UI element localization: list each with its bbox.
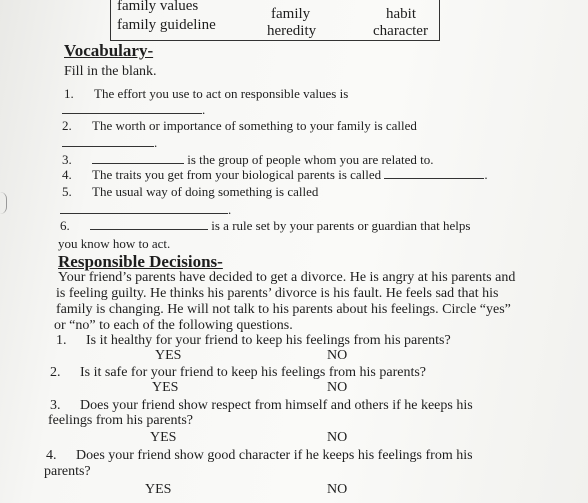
question-4 [46, 448, 473, 464]
q3-yes-option[interactable]: YES [150, 430, 177, 445]
vocab-item-4: 4. The traits you get from your biological parents is called . [62, 167, 488, 182]
question-2 [50, 365, 426, 381]
vocab-item-text: is the group of people whom you are related to. [187, 152, 434, 167]
question-text: Does your friend show respect from himself and others if he keeps his [80, 398, 473, 413]
answer-blank[interactable] [60, 202, 228, 214]
question-text: Does your friend show good character if he keeps his feelings from his [76, 448, 473, 463]
vocab-item-2-blank-line: . [62, 135, 157, 151]
vocab-item-5 [62, 184, 318, 200]
q1-no-option[interactable]: NO [327, 348, 348, 363]
question-number: 4. [46, 448, 57, 463]
question-1 [56, 333, 451, 349]
decisions-heading: Responsible Decisions- [58, 252, 223, 271]
vocabulary-heading: Vocabulary- [64, 41, 154, 60]
vocab-item-2 [62, 118, 417, 134]
question-text: Is it safe for your friend to keep his feelings from his parents? [80, 365, 427, 380]
page-edge-mark [0, 192, 7, 214]
vocab-item-6-continued: you know how to act. [58, 236, 171, 251]
q2-yes-option[interactable]: YES [152, 380, 179, 395]
vocab-item-number: 2. [62, 118, 72, 133]
answer-blank[interactable] [62, 135, 154, 147]
scenario-line-2: is feeling guilty. He thinks his parents’ divorce is his fault. He feels sad that his [56, 286, 499, 301]
word-habit: habit [386, 6, 416, 22]
scenario-line-3: family is changing. He will not talk to his parents about his feelings. Circle “yes” [56, 302, 511, 317]
q4-no-option[interactable]: NO [327, 482, 348, 497]
word-character: character [373, 23, 428, 39]
word-bank [110, 0, 440, 41]
question-3 [50, 398, 473, 414]
answer-blank[interactable] [92, 152, 184, 164]
q3-no-option[interactable]: NO [327, 430, 348, 445]
vocab-item-number: 1. [64, 86, 74, 101]
vocab-item-1 [64, 86, 348, 102]
vocab-item-text: is a rule set by your parents or guardian that helps [211, 218, 471, 233]
vocab-item-number: 3. [62, 152, 72, 167]
answer-blank[interactable] [90, 218, 208, 230]
question-text: Is it healthy for your friend to keep his feelings from his parents? [86, 333, 451, 348]
vocab-item-number: 5. [62, 184, 72, 199]
vocabulary-instruction: Fill in the blank. [64, 64, 157, 79]
q4-yes-option[interactable]: YES [145, 482, 172, 497]
question-3-continued: feelings from his parents? [48, 413, 194, 428]
vocab-item-text: The effort you use to act on responsible values is [94, 86, 349, 101]
question-4-continued: parents? [44, 464, 91, 479]
word-family: family [271, 6, 311, 22]
vocab-item-1-blank-line: . [62, 102, 205, 118]
vocab-item-number: 4. [62, 167, 72, 182]
vocab-item-6 [60, 218, 470, 234]
word-heredity: heredity [267, 23, 317, 39]
question-number: 1. [56, 333, 67, 348]
word-family-guideline: family guideline [117, 17, 216, 33]
vocab-item-text: The worth or importance of something to your family is called [92, 118, 417, 133]
vocab-item-5-blank-line: . [60, 202, 231, 218]
question-number: 3. [50, 398, 61, 413]
answer-blank[interactable] [384, 167, 484, 179]
question-number: 2. [50, 365, 61, 380]
word-family-values: family values [117, 0, 199, 14]
q1-yes-option[interactable]: YES [155, 348, 182, 363]
vocab-item-number: 6. [60, 218, 70, 233]
scenario-line-1: Your friend’s parents have decided to get a divorce. He is angry at his parents and [58, 270, 516, 285]
vocab-item-text: The usual way of doing something is called [92, 184, 319, 199]
scenario-line-4: or “no” to each of the following questions. [54, 318, 293, 333]
q2-no-option[interactable]: NO [327, 380, 348, 395]
vocab-item-3 [62, 152, 433, 168]
answer-blank[interactable] [62, 102, 202, 114]
vocab-item-text: The traits you get from your biological parents is called [92, 167, 382, 182]
